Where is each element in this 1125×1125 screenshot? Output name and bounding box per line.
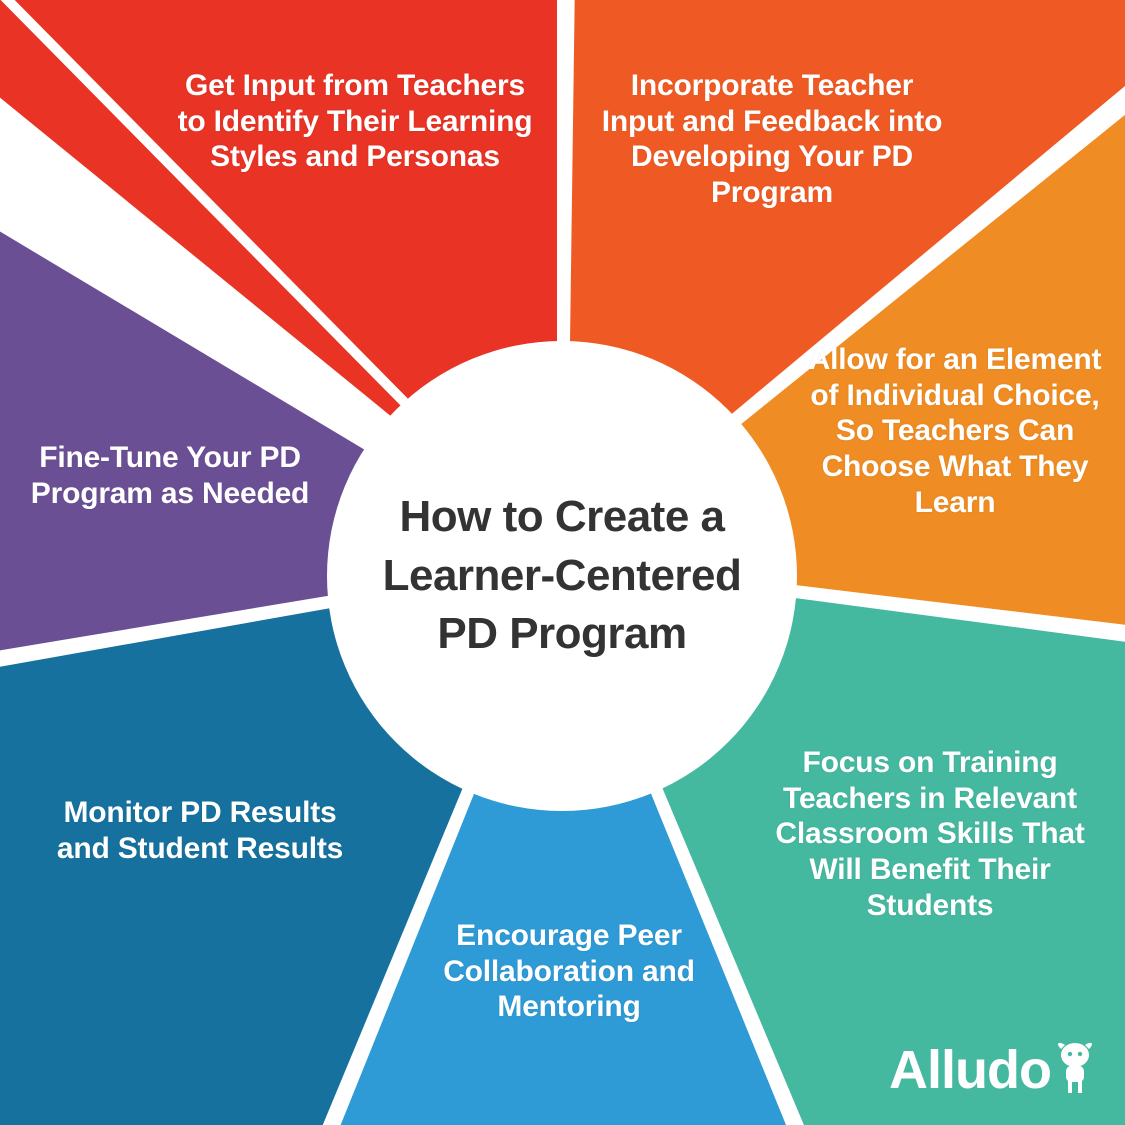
page-title: How to Create a Learner-Centered PD Program <box>382 492 742 659</box>
segment-label-fine-tune-program: Fine-Tune Your PD Program as Needed <box>30 441 310 510</box>
segment-label-get-input-learning-styles: Get Input from Teachers to Identify Their Learning Styles and Personas <box>177 69 533 174</box>
segment-label-relevant-classroom-skills: Focus on Training Teachers in Relevant Classroom Skills That Will Benefit Their Students <box>775 746 1085 922</box>
segment-label-incorporate-teacher-input: Incorporate Teacher Input and Feedback into Developing Your PD Program <box>601 69 943 210</box>
segment-label-individual-choice: Allow for an Element of Individual Choice, So Teachers Can Choose What They Learn <box>808 343 1102 519</box>
cow-mascot-icon <box>1053 1039 1097 1097</box>
segment-label-peer-collaboration: Encourage Peer Collaboration and Mentoring <box>443 919 695 1024</box>
segment-label-monitor-results: Monitor PD Results and Student Results <box>56 796 344 865</box>
center-hub <box>327 341 797 811</box>
brand-logo <box>889 1039 1097 1100</box>
brand-logo-text: Alludo <box>889 1040 1051 1100</box>
